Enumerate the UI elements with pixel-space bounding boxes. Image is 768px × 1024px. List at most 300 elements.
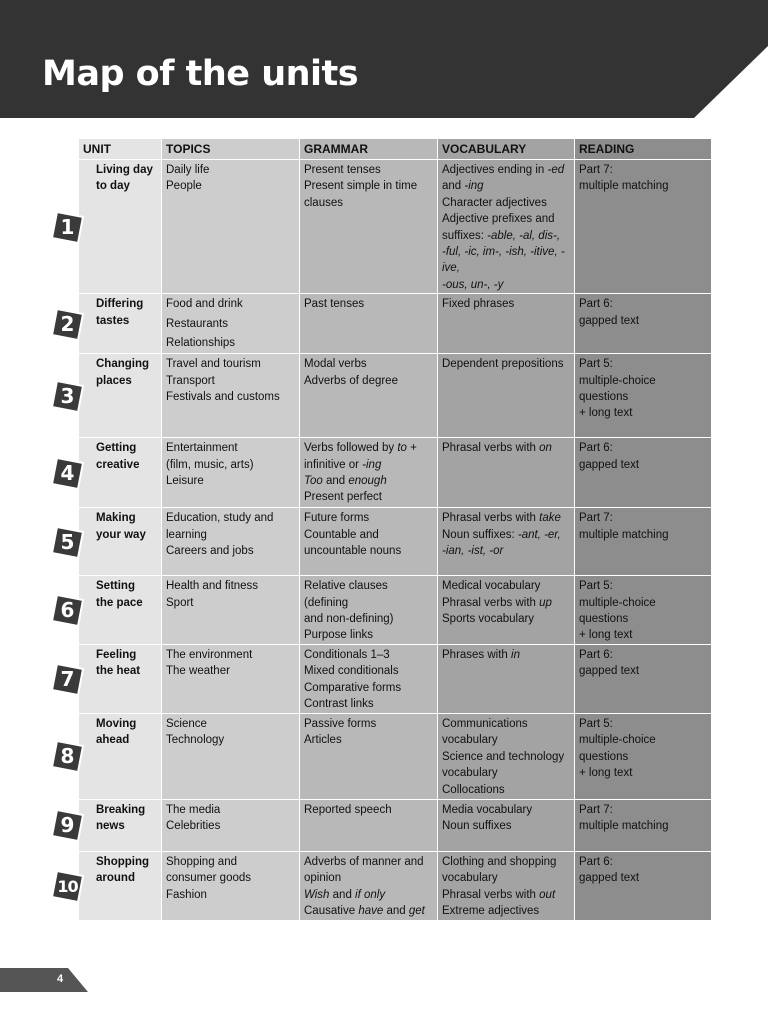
- cell-line: [304, 903, 433, 919]
- cell-line: [442, 162, 570, 178]
- cell-text: Technology: [166, 734, 225, 747]
- cell-line: [166, 373, 295, 389]
- topics-cell: [162, 799, 300, 851]
- cell-line: [166, 663, 295, 679]
- cell-text-italic: out: [539, 888, 556, 901]
- unit-number: 5: [60, 529, 75, 554]
- cell-line: [442, 543, 570, 559]
- cell-line: [579, 162, 707, 178]
- cell-text: Part 5:: [579, 358, 613, 371]
- cell-line: [304, 356, 433, 372]
- cell-text: gapped text: [579, 458, 640, 471]
- cell-line: [579, 457, 707, 473]
- cell-text: Food and drink: [166, 298, 243, 311]
- cell-line: [579, 313, 707, 329]
- unit-name-line: Living day: [96, 164, 153, 176]
- grammar-cell: [300, 508, 438, 576]
- cell-text: +: [406, 442, 417, 455]
- unit-name-cell: [79, 576, 162, 645]
- cell-line: [166, 457, 295, 473]
- cell-text: Mixed conditionals: [304, 665, 399, 678]
- cell-line: [166, 578, 295, 594]
- unit-number: 10: [57, 876, 78, 896]
- cell-text: Purpose links: [304, 629, 374, 642]
- cell-text: and: [383, 905, 409, 918]
- page-number: 4: [57, 973, 64, 985]
- reading-cell: [575, 644, 712, 713]
- cell-text: Careers and jobs: [166, 545, 254, 558]
- cell-text: Countable and: [304, 528, 379, 541]
- cell-line: [304, 627, 433, 643]
- cell-text-italic: Wish: [304, 888, 330, 901]
- cell-text: Collocations: [442, 783, 505, 796]
- cell-line: [166, 162, 295, 178]
- reading-cell: [575, 294, 712, 354]
- unit-number-badge: [51, 526, 84, 559]
- cell-text: Part 6:: [579, 648, 613, 661]
- column-header: UNIT: [79, 139, 162, 160]
- cell-text: Causative: [304, 905, 359, 918]
- topics-cell: [162, 438, 300, 508]
- cell-line: [579, 765, 707, 781]
- cell-text-italic: Too: [304, 475, 323, 488]
- cell-line: [166, 473, 295, 489]
- cell-line: [442, 782, 570, 798]
- table-row: [79, 644, 712, 713]
- cell-line: [442, 356, 570, 372]
- unit-number: 3: [60, 383, 75, 408]
- reading-cell: [575, 576, 712, 645]
- cell-line: [442, 527, 570, 543]
- cell-text: Future forms: [304, 512, 370, 525]
- cell-line: [304, 440, 433, 456]
- cell-line: [166, 335, 295, 351]
- vocabulary-cell: [438, 799, 575, 851]
- cell-line: [442, 818, 570, 834]
- cell-text: Part 7:: [579, 512, 613, 525]
- cell-line: [442, 578, 570, 594]
- cell-text: Communications: [442, 717, 528, 730]
- cell-line: [579, 178, 707, 194]
- cell-text: Present tenses: [304, 164, 381, 176]
- cell-text: Shopping and: [166, 855, 237, 868]
- cell-line: [442, 296, 570, 312]
- cell-text-italic: in: [511, 648, 520, 661]
- unit-number: 2: [60, 311, 75, 336]
- cell-line: [304, 527, 433, 543]
- reading-cell: [575, 438, 712, 508]
- cell-line: [442, 716, 570, 732]
- cell-text: The environment: [166, 648, 253, 661]
- cell-line: [579, 663, 707, 679]
- unit-name-line: the heat: [96, 665, 141, 678]
- cell-line: [579, 854, 707, 870]
- table-header-row: [79, 139, 712, 160]
- cell-text: Present simple in time: [304, 180, 418, 193]
- cell-line: [166, 296, 295, 312]
- cell-line: [579, 595, 707, 628]
- cell-line: [442, 765, 570, 781]
- table-row: [79, 851, 712, 920]
- topics-cell: [162, 294, 300, 354]
- cell-line: [442, 647, 570, 663]
- cell-text: Fashion: [166, 888, 207, 901]
- cell-text: Media vocabulary: [442, 803, 533, 816]
- cell-line: [166, 647, 295, 663]
- topics-cell: [162, 851, 300, 920]
- unit-name-line: Breaking: [96, 803, 146, 816]
- cell-line: [304, 457, 433, 473]
- cell-line: [304, 373, 433, 389]
- cell-text: clauses: [304, 196, 343, 209]
- grammar-cell: [300, 438, 438, 508]
- cell-line: [304, 611, 433, 627]
- grammar-cell: [300, 799, 438, 851]
- cell-text: Sport: [166, 596, 194, 609]
- vocabulary-cell: [438, 160, 575, 294]
- reading-cell: [575, 160, 712, 294]
- cell-text: + long text: [579, 767, 633, 780]
- cell-text: Present perfect: [304, 491, 382, 504]
- cell-text: Extreme adjectives: [442, 905, 540, 918]
- cell-line: [166, 510, 295, 526]
- unit-name-cell: [79, 799, 162, 851]
- unit-number-badge: [51, 308, 84, 341]
- cell-text: Character adjectives: [442, 196, 547, 209]
- cell-line: [166, 595, 295, 611]
- cell-text: and: [322, 475, 349, 488]
- reading-cell: [575, 799, 712, 851]
- grammar-cell: [300, 713, 438, 799]
- cell-text: Phrasal verbs with: [442, 888, 540, 901]
- topics-cell: [162, 576, 300, 645]
- cell-line: [579, 647, 707, 663]
- unit-name-cell: [79, 294, 162, 354]
- unit-number-badge: [51, 809, 84, 842]
- cell-text: Celebrities: [166, 820, 221, 833]
- cell-line: [166, 732, 295, 748]
- cell-line: [442, 854, 570, 870]
- cell-text: Verbs followed by: [304, 442, 398, 455]
- cell-text-italic: -ian, -ist, -or: [442, 545, 504, 558]
- cell-line: [304, 647, 433, 663]
- unit-name-cell: [79, 644, 162, 713]
- cell-text: vocabulary: [442, 767, 498, 780]
- unit-name-line: creative: [96, 458, 140, 471]
- unit-name-cell: [79, 508, 162, 576]
- cell-text: + long text: [579, 629, 633, 642]
- cell-line: [442, 178, 570, 194]
- cell-line: [579, 373, 707, 406]
- cell-text-italic: -ous, un-, -y: [442, 278, 504, 291]
- cell-text: Adjective prefixes and: [442, 213, 555, 226]
- cell-text-italic: up: [539, 596, 552, 609]
- cell-line: [579, 627, 707, 643]
- cell-text: multiple-choice questions: [579, 596, 656, 626]
- table-row: [79, 354, 712, 438]
- column-header: READING: [575, 139, 712, 160]
- unit-name-line: tastes: [96, 314, 130, 327]
- unit-number: 9: [60, 813, 75, 838]
- cell-line: [166, 356, 295, 372]
- cell-text: Articles: [304, 734, 342, 747]
- unit-name-cell: [79, 354, 162, 438]
- footer-tab: [0, 968, 90, 992]
- unit-name-line: Making: [96, 512, 136, 525]
- unit-number-badge: [51, 211, 84, 244]
- cell-line: [442, 903, 570, 919]
- cell-text: Science and technology: [442, 750, 565, 763]
- grammar-cell: [300, 576, 438, 645]
- cell-text: Science: [166, 717, 207, 730]
- cell-line: [166, 543, 295, 559]
- cell-text: People: [166, 180, 202, 193]
- cell-line: [304, 578, 433, 611]
- reading-cell: [575, 508, 712, 576]
- cell-text: Education, study and: [166, 512, 274, 525]
- unit-name-line: Differing: [96, 298, 144, 311]
- cell-line: [166, 887, 295, 903]
- cell-text: Reported speech: [304, 803, 392, 816]
- cell-text: Transport: [166, 374, 215, 387]
- cell-text-italic: have: [358, 905, 384, 918]
- cell-line: [579, 578, 707, 594]
- cell-line: [304, 473, 433, 489]
- cell-text: Part 7:: [579, 803, 613, 816]
- cell-text: Phrasal verbs with: [442, 442, 540, 455]
- unit-name-line: to day: [96, 180, 130, 193]
- cell-text: Adverbs of manner and: [304, 855, 424, 868]
- cell-line: [166, 854, 295, 870]
- cell-line: [304, 870, 433, 886]
- cell-text: Past tenses: [304, 298, 365, 311]
- cell-text: Comparative forms: [304, 681, 402, 694]
- cell-line: [579, 732, 707, 765]
- cell-text: Relative clauses (defining: [304, 580, 388, 609]
- cell-line: [579, 296, 707, 312]
- cell-text-italic: get: [408, 905, 425, 918]
- cell-text: consumer goods: [166, 872, 252, 885]
- cell-text-italic: -ant, -er,: [517, 528, 561, 541]
- vocabulary-cell: [438, 354, 575, 438]
- table-row: [79, 438, 712, 508]
- unit-number: 7: [60, 666, 75, 691]
- unit-name-line: ahead: [96, 734, 130, 747]
- cell-text: Part 6:: [579, 442, 613, 455]
- cell-text: Conditionals 1–3: [304, 648, 390, 661]
- cell-line: [442, 595, 570, 611]
- cell-line: [304, 680, 433, 696]
- vocabulary-cell: [438, 508, 575, 576]
- cell-text: and non-defining): [304, 613, 394, 626]
- cell-text: vocabulary: [442, 872, 498, 885]
- page-footer: [0, 968, 90, 992]
- cell-line: [166, 389, 295, 405]
- grammar-cell: [300, 354, 438, 438]
- vocabulary-cell: [438, 576, 575, 645]
- unit-name-line: the pace: [96, 596, 143, 609]
- cell-text: Part 6:: [579, 298, 613, 311]
- cell-text: Travel and tourism: [166, 358, 261, 371]
- cell-text-italic: take: [539, 512, 561, 525]
- unit-name-line: Changing: [96, 358, 150, 371]
- cell-line: [166, 316, 295, 332]
- unit-number: 4: [60, 460, 75, 485]
- unit-number-badge: [51, 740, 84, 773]
- vocabulary-cell: [438, 851, 575, 920]
- unit-name-line: your way: [96, 528, 146, 541]
- table-row: [79, 576, 712, 645]
- cell-line: [579, 405, 707, 421]
- cell-text: Phrasal verbs with: [442, 512, 540, 525]
- cell-line: [304, 887, 433, 903]
- cell-line: [166, 802, 295, 818]
- cell-text: Noun suffixes:: [442, 528, 518, 541]
- unit-number-badge: [51, 870, 84, 903]
- cell-line: [442, 870, 570, 886]
- cell-text: Fixed phrases: [442, 298, 515, 311]
- topics-cell: [162, 644, 300, 713]
- table-row: [79, 799, 712, 851]
- cell-line: [304, 489, 433, 505]
- cell-text-italic: if only: [355, 888, 386, 901]
- reading-cell: [575, 851, 712, 920]
- cell-text: Phrasal verbs with: [442, 596, 540, 609]
- cell-text: multiple matching: [579, 820, 669, 833]
- cell-text: Part 7:: [579, 164, 613, 176]
- vocabulary-cell: [438, 438, 575, 508]
- unit-name-line: Getting: [96, 442, 137, 455]
- cell-line: [442, 228, 570, 244]
- cell-text: Sports vocabulary: [442, 613, 535, 626]
- vocabulary-cell: [438, 713, 575, 799]
- unit-name-line: Moving: [96, 717, 137, 730]
- cell-line: [304, 696, 433, 712]
- cell-line: [442, 440, 570, 456]
- cell-text: infinitive or: [304, 458, 363, 471]
- cell-line: [442, 510, 570, 526]
- column-header: GRAMMAR: [300, 139, 438, 160]
- cell-text-italic: on: [539, 442, 552, 455]
- cell-line: [442, 887, 570, 903]
- topics-cell: [162, 508, 300, 576]
- cell-text-italic: to: [397, 442, 407, 455]
- cell-line: [579, 716, 707, 732]
- cell-line: [166, 178, 295, 194]
- cell-line: [579, 870, 707, 886]
- table-row: [79, 713, 712, 799]
- cell-text: and: [329, 888, 356, 901]
- cell-line: [304, 732, 433, 748]
- cell-text: Relationships: [166, 337, 236, 350]
- cell-text: Leisure: [166, 475, 204, 488]
- cell-line: [442, 802, 570, 818]
- grammar-cell: [300, 160, 438, 294]
- cell-text: + long text: [579, 407, 633, 420]
- cell-text: opinion: [304, 872, 342, 885]
- units-table: [78, 138, 712, 921]
- cell-line: [166, 527, 295, 543]
- unit-name-line: Setting: [96, 580, 135, 593]
- cell-line: [304, 178, 433, 194]
- unit-name-line: Shopping: [96, 855, 150, 868]
- vocabulary-cell: [438, 644, 575, 713]
- topics-cell: [162, 354, 300, 438]
- cell-text-italic: -able, -al, dis-,: [487, 229, 561, 242]
- unit-number: 6: [60, 598, 75, 623]
- column-header: VOCABULARY: [438, 139, 575, 160]
- cell-text: gapped text: [579, 665, 640, 678]
- cell-line: [166, 870, 295, 886]
- grammar-cell: [300, 644, 438, 713]
- cell-text: gapped text: [579, 314, 640, 327]
- cell-text: Entertainment: [166, 442, 238, 455]
- reading-cell: [575, 354, 712, 438]
- cell-text: Adjectives ending in: [442, 164, 548, 176]
- topics-cell: [162, 160, 300, 294]
- cell-text: Part 5:: [579, 580, 613, 593]
- cell-text: vocabulary: [442, 734, 498, 747]
- unit-name-cell: [79, 438, 162, 508]
- cell-text: Passive forms: [304, 717, 377, 730]
- cell-text-italic: -ing: [362, 458, 382, 471]
- cell-text: Clothing and shopping: [442, 855, 557, 868]
- cell-text-italic: enough: [348, 475, 387, 488]
- cell-text: Daily life: [166, 164, 210, 176]
- cell-text-italic: -ful, -ic, im-, -ish, -itive, -ive,: [442, 246, 565, 275]
- cell-text: Modal verbs: [304, 358, 367, 371]
- cell-text: Restaurants: [166, 317, 229, 330]
- cell-line: [579, 818, 707, 834]
- unit-number-badge: [51, 663, 84, 696]
- cell-line: [166, 440, 295, 456]
- unit-number-badge: [51, 380, 84, 413]
- table-row: [79, 294, 712, 354]
- cell-text: learning: [166, 528, 207, 541]
- cell-text: uncountable nouns: [304, 545, 402, 558]
- unit-name-line: Feeling: [96, 648, 137, 661]
- vocabulary-cell: [438, 294, 575, 354]
- cell-text: Dependent prepositions: [442, 358, 564, 371]
- cell-line: [579, 527, 707, 543]
- cell-line: [442, 277, 570, 293]
- cell-line: [166, 716, 295, 732]
- cell-line: [304, 296, 433, 312]
- table-row: [79, 508, 712, 576]
- cell-line: [442, 195, 570, 211]
- grammar-cell: [300, 851, 438, 920]
- cell-text: gapped text: [579, 872, 640, 885]
- unit-name-line: news: [96, 820, 125, 833]
- cell-line: [579, 356, 707, 372]
- cell-line: [304, 716, 433, 732]
- cell-text: and: [442, 180, 465, 193]
- cell-text: The weather: [166, 665, 230, 678]
- cell-text: multiple-choice questions: [579, 374, 656, 404]
- topics-cell: [162, 713, 300, 799]
- cell-text: Festivals and customs: [166, 391, 280, 404]
- cell-line: [304, 854, 433, 870]
- cell-text: The media: [166, 803, 221, 816]
- cell-text: multiple matching: [579, 528, 669, 541]
- unit-name-line: places: [96, 374, 132, 387]
- cell-text: Part 6:: [579, 855, 613, 868]
- unit-number: 1: [60, 214, 75, 239]
- cell-line: [442, 611, 570, 627]
- unit-name-line: around: [96, 872, 135, 885]
- cell-text: suffixes:: [442, 229, 488, 242]
- reading-cell: [575, 713, 712, 799]
